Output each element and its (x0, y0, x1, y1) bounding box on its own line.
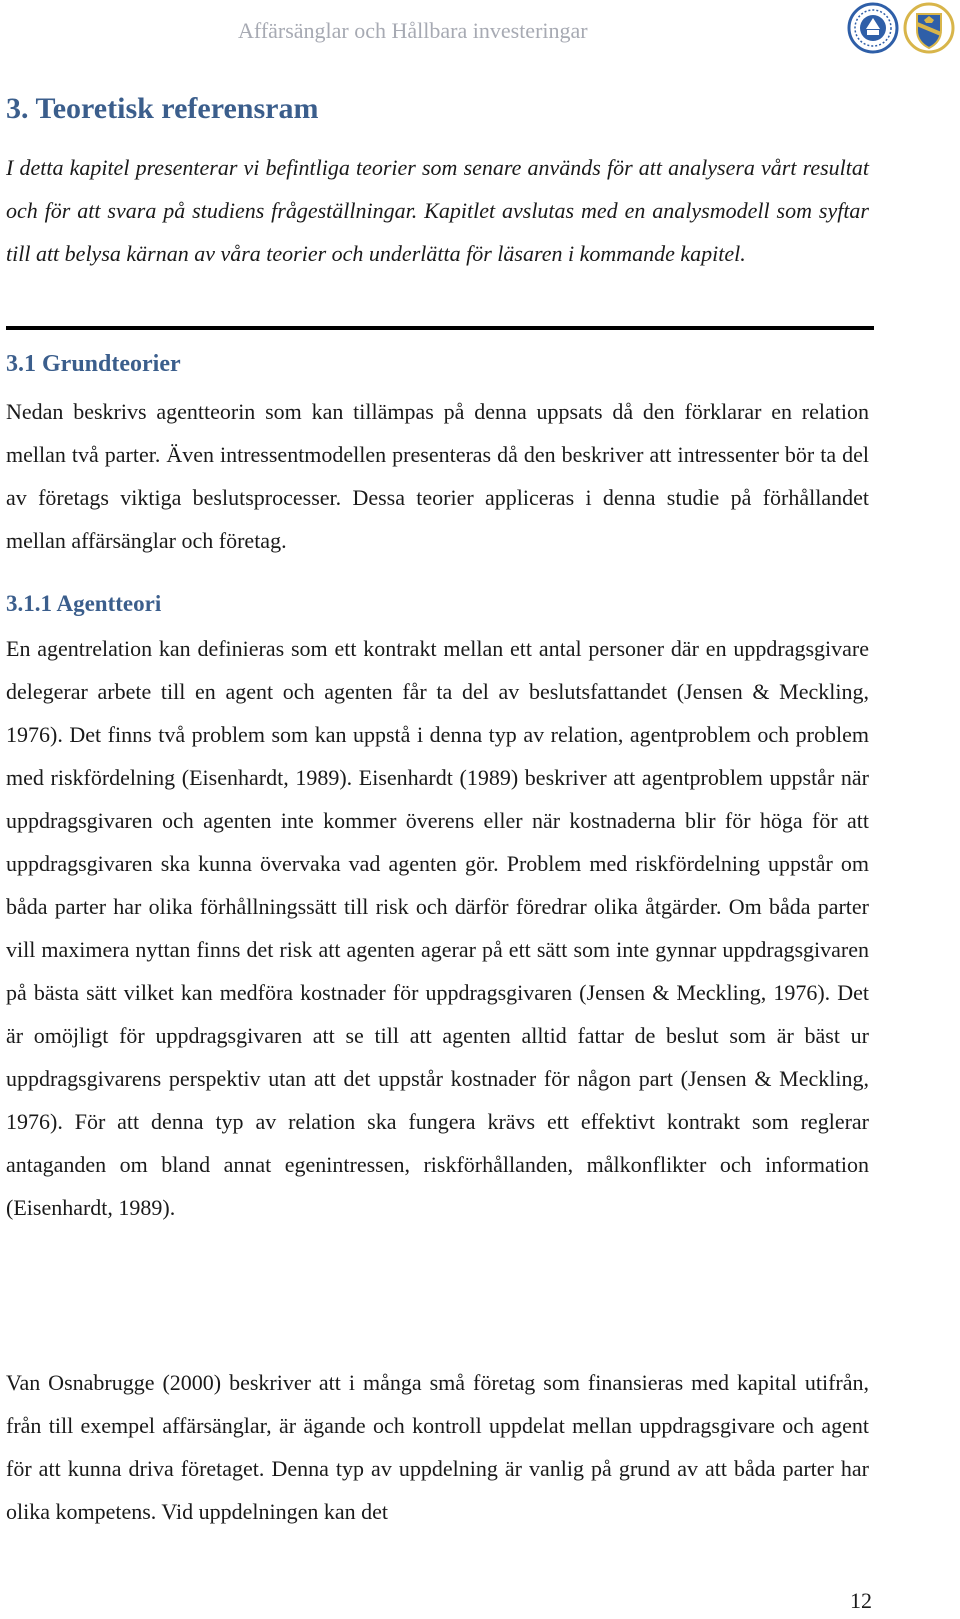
section-heading-grundteorier: 3.1 Grundteorier (6, 351, 181, 377)
agentteori-paragraph-1: En agentrelation kan definieras som ett kontrakt mellan ett antal personer där en uppdragsgivare delegerar arbete till en agent och agenten får ta del av beslutsfattandet (Jensen & Meckling, 1976). Det finns två problem som kan uppstå i denna typ av relation, agentproblem och problem med riskfördelning (Eisenhardt, 1989). Eisenhardt (1989) beskriver att agentproblem uppstår när uppdragsgivaren och agenten inte kommer överens eller när kostnaderna blir för höga för att uppdragsgivaren ska kunna övervaka vad agenten gör. Problem med riskfördelning uppstår om båda parter har olika förhållningssätt till risk och därför föredrar olika åtgärder. Om båda parter vill maximera nyttan finns det risk att agenten agerar på ett sätt som inte gynnar uppdragsgivaren på bästa sätt vilket kan medföra kostnader för uppdragsgivaren (Jensen & Meckling, 1976). Det är omöjligt för uppdragsgivaren att se till att agenten alltid fattar de beslut som är bäst ur uppdragsgivarens perspektiv utan att det uppstår kostnader för någon part (Jensen & Meckling, 1976). För att denna typ av relation ska fungera krävs ett effektivt kontrakt som reglerar antaganden om bland annat egenintressen, riskförhållanden, målkonflikter och information (Eisenhardt, 1989). (6, 636, 869, 1220)
section-paragraph-grundteorier: Nedan beskrivs agentteorin som kan tillämpas på denna uppsats då den förklarar en relation mellan två parter. Även intressentmodellen presenteras då den beskriver att intressenter bör ta del av företags viktiga beslutsprocesser. Dessa teorier appliceras i denna studie på förhållandet mellan affärsänglar och företag. (6, 399, 869, 553)
section-divider (6, 326, 874, 330)
agentteori-paragraph-2: Van Osnabrugge (2000) beskriver att i många små företag som finansieras med kapital utifrån, från till exempel affärsänglar, är ägande och kontroll uppdelat mellan uppdragsgivare och agent för att kunna driva företaget. Denna typ av uppdelning är vanlig på grund av att båda parter har olika kompetens. Vid uppdelningen kan det (6, 1370, 869, 1524)
page-number: 12 (850, 1588, 872, 1613)
university-crest-icon (903, 2, 955, 54)
subsection-heading-agentteori: 3.1.1 Agentteori (6, 591, 162, 616)
university-seal-icon (847, 2, 899, 54)
header-title: Affärsänglar och Hållbara investeringar (238, 18, 588, 43)
chapter-intro: I detta kapitel presenterar vi befintliga teorier som senare används för att analysera vårt resultat och för att svara på studiens frågeställningar. Kapitlet avslutas med en analysmodell som syftar till att belysa kärnan av våra teorier och underlätta för läsaren i kommande kapitel. (6, 155, 869, 266)
chapter-heading: 3. Teoretisk referensram (6, 92, 319, 125)
